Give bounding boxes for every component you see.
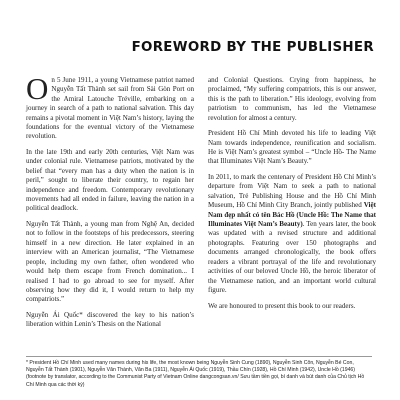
paragraph-text: . Ten years later, the book was updated with a revised structure and additional photographs. Featuring over 150 photographs and documents arranged chronologically, the book offers readers a vibrant portrayal of the life and revolutionary activities of our beloved Uncle Hồ, the heroic liberator of the Vietnamese nation, and an important world cultural figure.: [208, 220, 376, 294]
paragraph: President Hồ Chí Minh devoted his life to leading Việt Nam towards independence, reunification and socialism. He is Việt Nam’s greatest symbol – “Uncle Hồ- The Name that Illuminates Việt Nam’s Beauty.”: [208, 129, 376, 166]
footnote-text: * President Hồ Chí Minh used many names during his life, the most known being Nguyễn Sinh Cung (1890), Nguyễn Sinh Côn, Nguyễn Bé Con, Nguyễn Tất Thành (1901), Nguyễn Văn Thành, Văn Ba (1911), Nguyễn Ái Quốc (1919), Thầu Chín (1928), Hồ Chí Minh (1942), Uncle Hồ (1946): [26, 360, 355, 374]
book-title: Việt Nam đẹp nhất có tên Bác Hồ (Uncle Hồ: The Name that Illuminates Việt Nam’s Beauty): [208, 201, 376, 229]
paragraph: and Colonial Questions. Crying from happiness, he proclaimed, “My suffering compatriots, this is our answer, this is the path to liberation.” His ideology, evolving from patriotism to communism, has led the Vietnamese revolution for almost a century.: [208, 76, 376, 122]
paragraph: [26, 71, 194, 142]
paragraph-text: n 5 June 1911, a young Vietnamese patriot named Nguyễn Tất Thành set sail from Sài Gòn Port on the Amiral Latouche Tréville, embarking on a journey in search of a path to national salvation. This day remains a pivotal moment in Việt Nam’s history, laying the foundations for the eventual victory of the Vietnamese revolution.: [26, 76, 194, 141]
paragraph: We are honoured to present this book to our readers.: [208, 301, 356, 310]
footnote-source: (footnote by translator, according to the Communist Party of Vietnam Online dangcongsan.vn/ Sưu tầm tiền gọi, bí danh và bút danh của Chủ tịch Hồ Chí Minh qua các thời kỳ): [26, 374, 365, 388]
page-title: FOREWORD BY THE PUBLISHER: [131, 40, 374, 55]
paragraph: [208, 173, 376, 295]
paragraph: Nguyễn Tất Thành, a young man from Nghệ An, decided not to follow in the footsteps of his predecessors, steering himself in a new direction. He later explained in an interview with an American journalist, “The Vietnamese people, including my own father, often wondered who would help them escape from French domination... I realised I had to go abroad to see for myself. After observing how they did it, I would return to help my compatriots.”: [26, 220, 194, 304]
footnote: [26, 356, 372, 389]
drop-cap: O: [26, 71, 49, 106]
paragraph: In the late 19th and early 20th centuries, Việt Nam was under colonial rule. Vietnamese patriots, motivated by the belief that “every man has a duty when the nation is in peril,” sought to liberate their country, to regain her independence and freedom. Contemporary revolutionary movements had all ended in failure, leaving the nation in a political deadlock.: [26, 148, 194, 213]
left-column: [26, 71, 194, 336]
paragraph-text: In 2011, to mark the centenary of President Hồ Chí Minh’s departure from Việt Nam to seek a path to national salvation, Trẻ Publishing House and the Hồ Chí Minh Museum, Hồ Chí Minh City Branch, jointly published: [208, 173, 376, 210]
right-column: [208, 76, 376, 317]
paragraph: Nguyễn Ái Quốc* discovered the key to his nation’s liberation within Lenin’s Thesis on the National: [26, 310, 194, 329]
